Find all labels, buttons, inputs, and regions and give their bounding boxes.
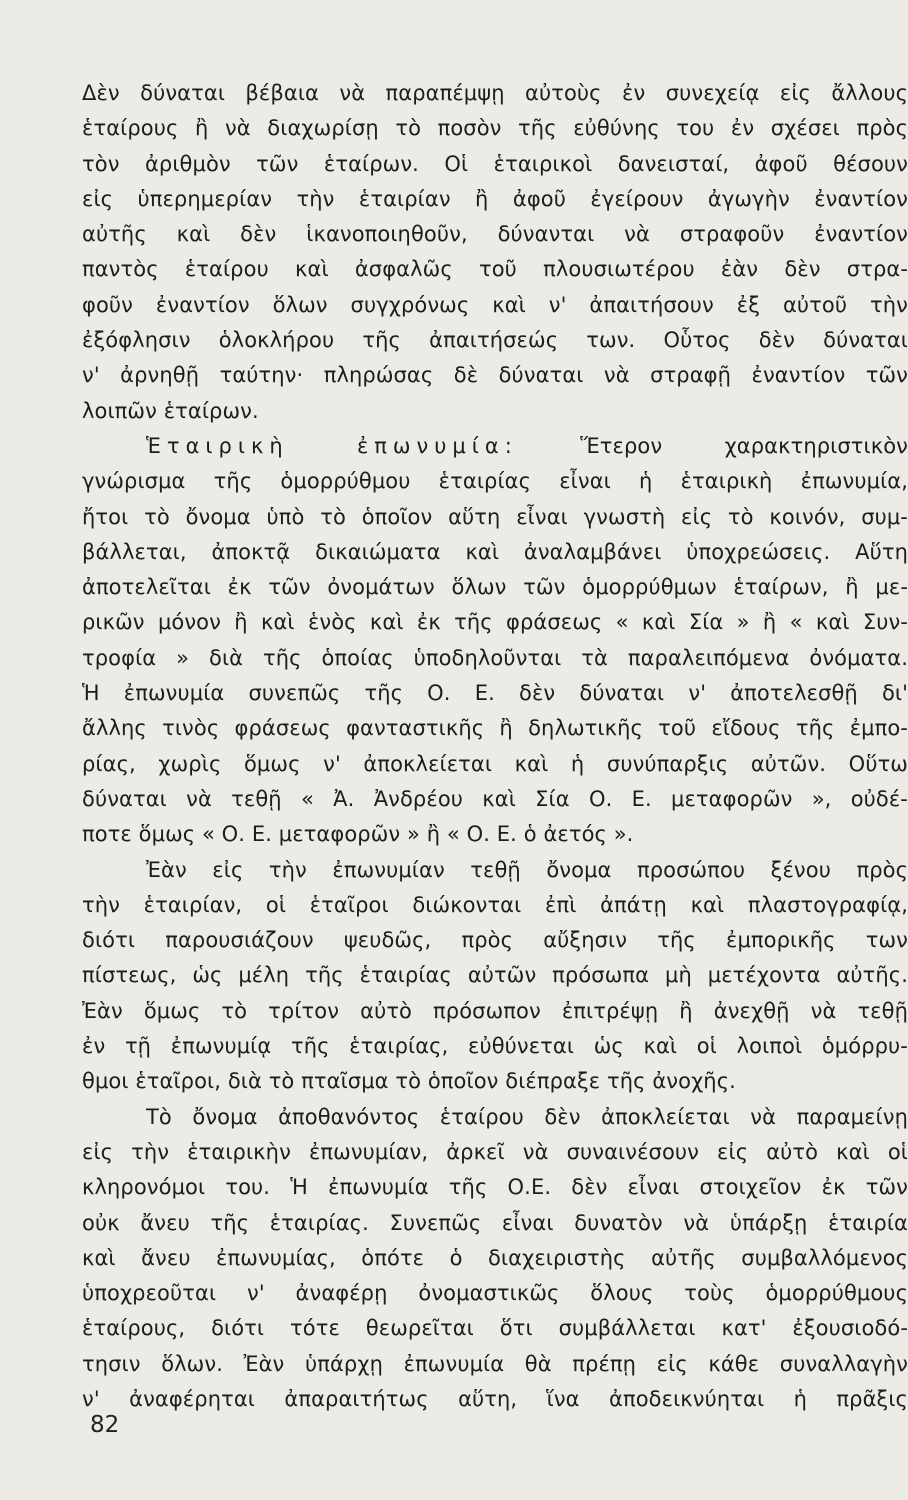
text-line: ἑταίρους, διότι τότε θεωρεῖται ὅτι συμβάλλεται κατ' ἐξουσιοδό- (82, 1316, 908, 1341)
text-line: ἄλλης τινὸς φράσεως φανταστικῆς ἢ δηλωτικῆς τοῦ εἴδους τῆς ἐμπο- (82, 716, 908, 741)
text-line: τησιν ὅλων. Ἐὰν ὑπάρχῃ ἐπωνυμία θὰ πρέπῃ εἰς κάθε συναλλαγὴν (82, 1351, 908, 1376)
text-line: ἐξόφλησιν ὁλοκλήρου τῆς ἀπαιτήσεώς των. Οὗτος δὲν δύναται (82, 328, 908, 353)
text-line: πίστεως, ὡς μέλη τῆς ἑταιρίας αὐτῶν πρόσωπα μὴ μετέχοντα αὐτῆς. (82, 963, 908, 988)
text-line: φοῦν ἐναντίον ὅλων συγχρόνως καὶ ν' ἀπαιτήσουν ἐξ αὐτοῦ τὴν (82, 292, 908, 317)
text-line: ἑταίρους ἢ νὰ διαχωρίσῃ τὸ ποσὸν τῆς εὐθύνης του ἐν σχέσει πρὸς (82, 116, 908, 141)
section-heading: Ἑταιρικὴ ἐπωνυμία: (146, 433, 518, 458)
text-line: εἰς ὑπερημερίαν τὴν ἑταιρίαν ἢ ἀφοῦ ἐγείρουν ἀγωγὴν ἐναντίον (82, 186, 908, 211)
text-line: ρίας, χωρὶς ὅμως ν' ἀποκλείεται καὶ ἡ συνύπαρξις αὐτῶν. Οὕτω (82, 751, 908, 776)
text-line: ἐν τῇ ἐπωνυμίᾳ τῆς ἑταιρίας, εὐθύνεται ὡς καὶ οἱ λοιποὶ ὁμόρρυ- (82, 1034, 908, 1059)
text-line: εἰς τὴν ἑταιρικὴν ἐπωνυμίαν, ἀρκεῖ νὰ συναινέσουν εἰς αὐτὸ καὶ οἱ (82, 1139, 908, 1164)
heading-line (82, 429, 908, 464)
text-line: ρικῶν μόνον ἢ καὶ ἑνὸς καὶ ἐκ τῆς φράσεως « καὶ Σία » ἢ « καὶ Συν- (82, 610, 908, 635)
text-line: κληρονόμοι του. Ἡ ἐπωνυμία τῆς Ο.Ε. δὲν εἶναι στοιχεῖον ἐκ τῶν (82, 1175, 908, 1200)
text-line: λοιπῶν ἑταίρων. (82, 398, 259, 423)
text-line: Ἐὰν εἰς τὴν ἐπωνυμίαν τεθῇ ὄνομα προσώπου ξένου πρὸς (146, 857, 908, 882)
text-line: τὸν ἀριθμὸν τῶν ἑταίρων. Οἱ ἑταιρικοὶ δανεισταί, ἀφοῦ θέσουν (82, 151, 908, 176)
text-line: Ἐὰν ὅμως τὸ τρίτον αὐτὸ πρόσωπον ἐπιτρέψῃ ἢ ἀνεχθῇ νὰ τεθῇ (82, 998, 908, 1023)
page-number: 82 (90, 1412, 120, 1438)
text-line: ὑποχρεοῦται ν' ἀναφέρῃ ὀνομαστικῶς ὅλους τοὺς ὁμορρύθμους (82, 1281, 908, 1306)
text-line: δύναται νὰ τεθῇ « Ἀ. Ἀνδρέου καὶ Σία Ο. Ε. μεταφορῶν », οὐδέ- (82, 786, 908, 811)
text-segment: Ἕτερον χαρακτηριστικὸν (517, 433, 908, 458)
text-line: οὐκ ἄνευ τῆς ἑταιρίας. Συνεπῶς εἶναι δυνατὸν νὰ ὑπάρξῃ ἑταιρία (82, 1210, 908, 1235)
text-line: τὴν ἑταιρίαν, οἱ ἑταῖροι διώκονται ἐπὶ ἀπάτῃ καὶ πλαστογραφίᾳ, (82, 892, 908, 917)
text-line: ποτε ὅμως « Ο. Ε. μεταφορῶν » ἢ « Ο. Ε. ὁ ἀετός ». (82, 822, 634, 847)
text-line: καὶ ἄνευ ἐπωνυμίας, ὁπότε ὁ διαχειριστὴς αὐτῆς συμβαλλόμενος (82, 1245, 908, 1270)
text-line: ν' ἀρνηθῇ ταύτην· πληρώσας δὲ δύναται νὰ στραφῇ ἐναντίον τῶν (82, 363, 908, 388)
text-line: βάλλεται, ἀποκτᾷ δικαιώματα καὶ ἀναλαμβάνει ὑποχρεώσεις. Αὕτη (82, 539, 908, 564)
text-line: γνώρισμα τῆς ὁμορρύθμου ἑταιρίας εἶναι ἡ ἑταιρικὴ ἐπωνυμία, (82, 469, 908, 494)
text-line: ἤτοι τὸ ὄνομα ὑπὸ τὸ ὁποῖον αὕτη εἶναι γνωστὴ εἰς τὸ κοινόν, συμ- (82, 504, 908, 529)
text-line: ν' ἀναφέρηται ἀπαραιτήτως αὕτη, ἵνα ἀποδεικνύηται ἡ πρᾶξις (82, 1386, 908, 1411)
text-line: παντὸς ἑταίρου καὶ ἀσφαλῶς τοῦ πλουσιωτέρου ἐὰν δὲν στρα- (82, 257, 908, 282)
text-line: Δὲν δύναται βέβαια νὰ παραπέμψῃ αὐτοὺς ἐν συνεχείᾳ εἰς ἄλλους (82, 81, 908, 105)
text-line: Τὸ ὄνομα ἀποθανόντος ἑταίρου δὲν ἀποκλείεται νὰ παραμείνῃ (146, 1104, 908, 1129)
text-line: αὐτῆς καὶ δὲν ἱκανοποιηθοῦν, δύνανται νὰ στραφοῦν ἐναντίον (82, 222, 908, 247)
text-line: διότι παρουσιάζουν ψευδῶς, πρὸς αὔξησιν τῆς ἐμπορικῆς των (82, 928, 908, 953)
body-text (82, 76, 908, 1417)
text-line: ἀποτελεῖται ἐκ τῶν ὀνομάτων ὅλων τῶν ὁμορρύθμων ἑταίρων, ἢ με- (82, 575, 908, 600)
text-line: τροφία » διὰ τῆς ὁποίας ὑποδηλοῦνται τὰ παραλειπόμενα ὀνόματα. (82, 645, 908, 670)
text-line: Ἡ ἐπωνυμία συνεπῶς τῆς Ο. Ε. δὲν δύναται ν' ἀποτελεσθῇ δι' (82, 681, 908, 706)
text-line: θμοι ἑταῖροι, διὰ τὸ πταῖσμα τὸ ὁποῖον διέπραξε τῆς ἀνοχῆς. (82, 1069, 736, 1094)
